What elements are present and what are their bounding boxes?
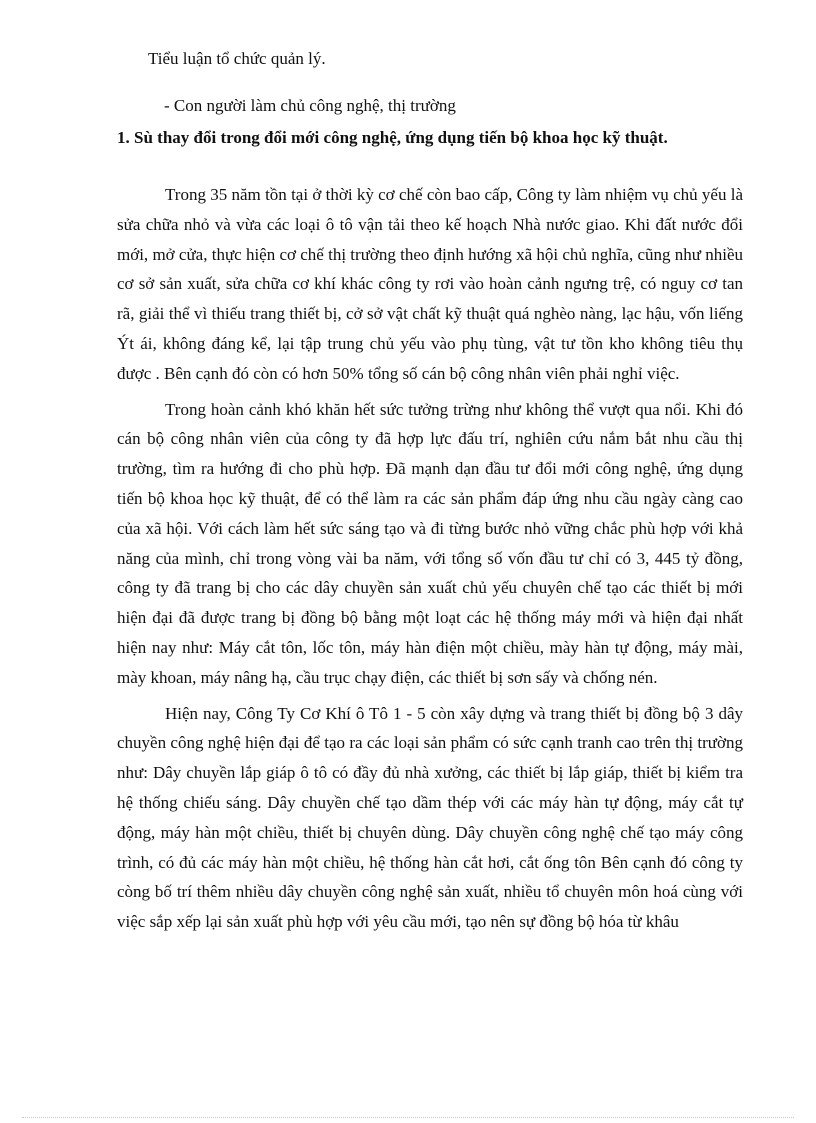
body-text	[117, 180, 743, 943]
section-subtitle: - Con người làm chủ công nghệ, thị trường	[164, 96, 456, 115]
section-heading: 1. Sù thay đổi trong đổi mới công nghệ, ứng dụng tiến bộ khoa học kỹ thuật.	[117, 128, 668, 147]
running-header: Tiểu luận tổ chức quản lý.	[148, 49, 326, 68]
paragraph: Trong hoàn cảnh khó khăn hết sức tưởng trừng như không thể vượt qua nổi. Khi đó cán bộ công nhân viên của công ty đã hợp lực đấu trí, nghiên cứu nắm bắt nhu cầu thị trường, tìm ra hướng đi cho phù hợp. Đã mạnh dạn đầu tư đổi mới công nghệ, ứng dụng tiến bộ khoa học kỹ thuật, để có thể làm ra các sản phẩm đáp ứng nhu cầu ngày càng cao của xã hội. Với cách làm hết sức sáng tạo và đi từng bước nhỏ vững chắc phù hợp với khả năng của mình, chỉ trong vòng vài ba năm, với tổng số vốn đầu tư chỉ có 3, 445 tỷ đồng, công ty đã trang bị cho các dây chuyền sản xuất chủ yếu chuyên chế tạo các thiết bị mới hiện đại đã được trang bị đồng bộ bằng một loạt các hệ thống máy mới và hiện đại nhất hiện nay như: Máy cắt tôn, lốc tôn, máy hàn điện một chiều, mày hàn tự động, máy mài, mày khoan, máy nâng hạ, cầu trục chạy điện, các thiết bị sơn sấy và chống nén.	[117, 399, 743, 687]
page-bottom-rule	[22, 1117, 794, 1118]
paragraph: Hiện nay, Công Ty Cơ Khí ô Tô 1 - 5 còn xây dựng và trang thiết bị đồng bộ 3 dây chuyền công nghệ hiện đại để tạo ra các loại sản phẩm có sức cạnh tranh cao trên thị trường như: Dây chuyền lắp giáp ô tô có đầy đủ nhà xưởng, các thiết bị lắp giáp, thiết bị kiểm tra hệ thống chiếu sáng. Dây chuyền chế tạo dầm thép với các máy hàn tự động, máy cắt tự động, máy hàn một chiều, thiết bị chuyên dùng. Dây chuyền công nghệ chế tạo máy công trình, có đủ các máy hàn một chiều, hệ thống hàn cắt hơi, cắt ống tôn Bên cạnh đó công ty còng bố trí thêm nhiều dây chuyền công nghệ sản xuất, nhiều tổ chuyên môn hoá cùng với việc sắp xếp lại sản xuất phù hợp với yêu cầu mới, tạo nên sự đồng bộ hóa từ khâu	[117, 703, 743, 932]
paragraph: Trong 35 năm tồn tại ở thời kỳ cơ chế còn bao cấp, Công ty làm nhiệm vụ chủ yếu là sửa chữa nhỏ và vừa các loại ô tô vận tải theo kế hoạch Nhà nước giao. Khi đất nước đổi mới, mở cửa, thực hiện cơ chế thị trường theo định hướng xã hội chủ nghĩa, cũng như nhiều cơ sở sản xuất, sửa chữa cơ khí khác công ty rơi vào hoàn cảnh ngưng trệ, có nguy cơ tan rã, giải thể vì thiếu trang thiết bị, cở sở vật chất kỹ thuật quá nghèo nàng, lạc hậu, vốn liếng Ýt ái, không đáng kể, lại tập trung chủ yếu vào phụ tùng, vật tư tồn kho không tiêu thụ được . Bên cạnh đó còn có hơn 50% tổng số cán bộ công nhân viên phải nghỉ việc.	[117, 185, 743, 383]
